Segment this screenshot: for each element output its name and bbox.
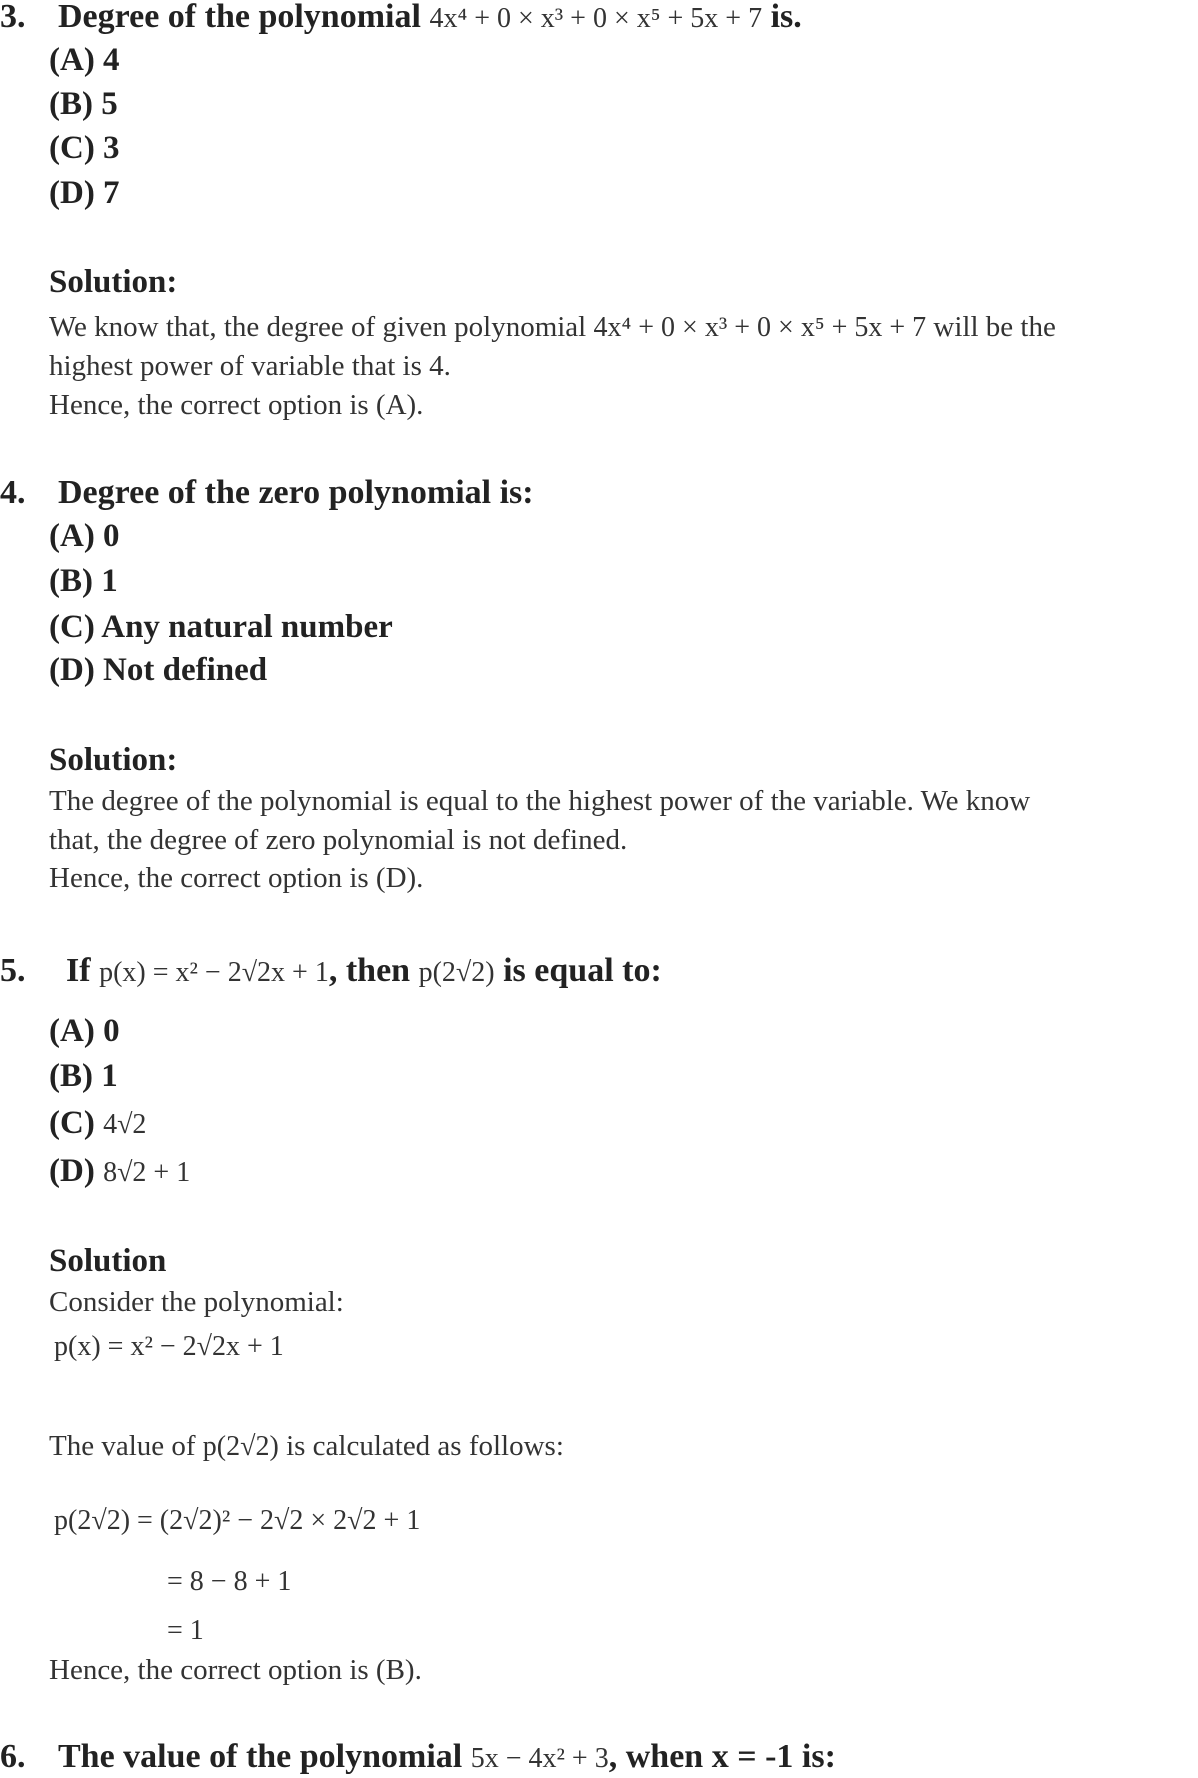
math-expression: p(2√2) (418, 957, 495, 988)
solution-text: We know that, the degree of given polynomial (49, 311, 587, 343)
option-label: (D) (49, 1153, 95, 1189)
math-expression: p(x) = x² − 2√2x + 1 (99, 957, 329, 988)
question-6 (0, 1740, 836, 1774)
option-d (49, 1155, 190, 1188)
solution-heading: Solution: (49, 264, 178, 300)
option-a: (A) 4 (49, 42, 120, 78)
math-expression: 5x − 4x² + 3 (470, 1743, 609, 1774)
question-suffix: , when x = -1 is: (608, 1738, 836, 1775)
math-expression: 4x⁴ + 0 × x³ + 0 × x⁵ + 5x + 7 (593, 312, 927, 343)
option-b: (B) 1 (49, 563, 118, 599)
solution-line: Hence, the correct option is (D). (49, 862, 424, 894)
math-expression: p(2√2) (202, 1431, 279, 1462)
solution-text: is calculated as follows: (286, 1430, 564, 1462)
question-5 (0, 954, 662, 988)
option-c: (C) Any natural number (49, 609, 393, 645)
question-text: Degree of the zero polynomial is: (58, 474, 534, 511)
option-d: (D) Not defined (49, 652, 268, 688)
question-suffix: is. (770, 0, 802, 35)
solution-line (49, 313, 1056, 342)
question-number: 5. (0, 952, 26, 989)
option-value: 1 (101, 1058, 118, 1094)
option-value: 8√2 + 1 (103, 1157, 191, 1188)
option-a (49, 1015, 120, 1048)
math-step: p(2√2) = (2√2)² − 2√2 × 2√2 + 1 (54, 1505, 421, 1536)
solution-line: that, the degree of zero polynomial is not defined. (49, 824, 628, 856)
option-label: (C) (49, 1105, 95, 1141)
solution-line: The degree of the polynomial is equal to the highest power of the variable. We know (49, 785, 1031, 817)
option-label: (B) (49, 1058, 93, 1094)
math-step: = 8 − 8 + 1 (167, 1566, 292, 1597)
question-text: Degree of the polynomial (58, 0, 421, 35)
question-number: 3. (0, 0, 26, 35)
option-c (49, 1107, 146, 1140)
math-expression: 4x⁴ + 0 × x³ + 0 × x⁵ + 5x + 7 (429, 3, 763, 34)
option-label: (A) (49, 1013, 95, 1049)
question-text: is equal to: (503, 952, 662, 989)
option-d: (D) 7 (49, 175, 120, 211)
solution-line: highest power of variable that is 4. (49, 350, 451, 382)
option-b: (B) 5 (49, 86, 118, 122)
option-c: (C) 3 (49, 130, 120, 166)
question-number: 6. (0, 1738, 26, 1775)
question-3 (0, 0, 802, 34)
solution-heading: Solution: (49, 742, 178, 778)
option-value: 4√2 (103, 1109, 147, 1140)
question-text: If (66, 952, 91, 989)
question-number: 4. (0, 474, 26, 511)
solution-text: The value of (49, 1430, 196, 1462)
question-text: The value of the polynomial (58, 1738, 463, 1775)
solution-text: will be the (933, 311, 1056, 343)
solution-line: Hence, the correct option is (B). (49, 1654, 422, 1686)
solution-line (49, 1432, 564, 1461)
option-value: 0 (103, 1013, 120, 1049)
question-4 (0, 476, 534, 510)
option-a: (A) 0 (49, 518, 120, 554)
solution-line: Consider the polynomial: (49, 1286, 344, 1318)
math-step: = 1 (167, 1615, 204, 1646)
option-b (49, 1060, 118, 1093)
solution-line: Hence, the correct option is (A). (49, 389, 424, 421)
solution-heading: Solution (49, 1243, 167, 1279)
math-expression: p(x) = x² − 2√2x + 1 (54, 1331, 284, 1362)
question-text: , then (328, 952, 411, 989)
